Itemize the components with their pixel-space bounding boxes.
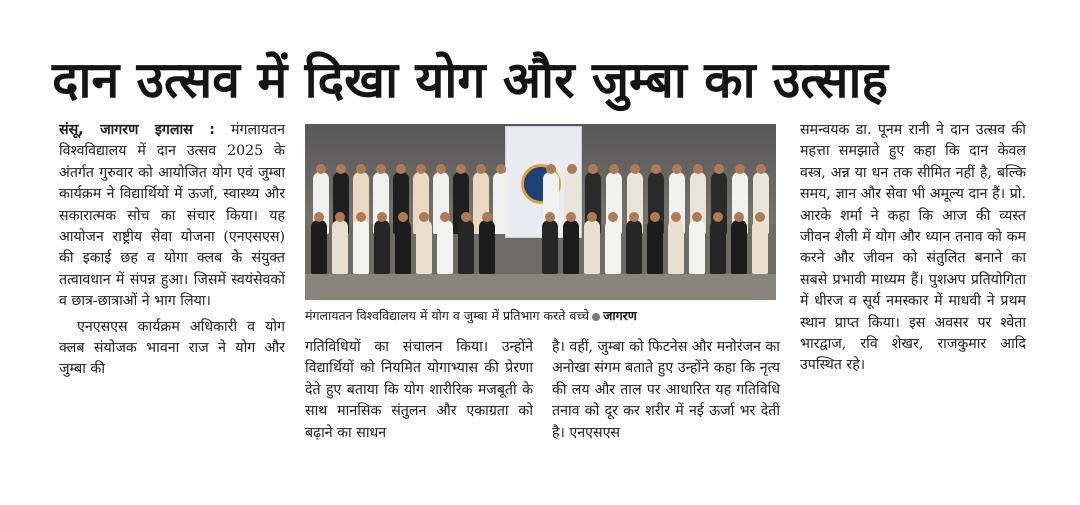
article-column-2	[305, 337, 533, 448]
participant-head	[713, 212, 723, 222]
dateline: संसू, जागरण इगलास :	[59, 122, 215, 138]
participant-head	[461, 212, 471, 222]
participant-head	[735, 164, 745, 174]
participant-head	[629, 212, 639, 222]
participant-head	[419, 212, 429, 222]
participant-figure	[647, 220, 663, 274]
participant-head	[476, 164, 486, 174]
participant-figure	[668, 220, 684, 274]
caption-text: मंगलायतन विश्वविद्यालय में योग व जुम्बा में प्रतिभाग करते बच्चे	[305, 308, 590, 323]
article-column-3	[552, 337, 780, 448]
participant-figure	[584, 220, 600, 274]
participant-figure	[479, 220, 495, 274]
participant-head	[588, 164, 598, 174]
paragraph	[59, 120, 285, 313]
participant-head	[546, 164, 556, 174]
photo-caption	[305, 306, 779, 326]
participant-figure	[626, 220, 642, 274]
paragraph: गतिविधियों का संचालन किया। उन्होंने विद्यार्थियों को नियमित योगाभ्यास की प्रेरणा देते हुए बताया कि योग शारीरिक मजबूती के साथ मानसिक संतुलन और एकाग्रता को बढ़ाने का साधन	[305, 339, 533, 441]
participant-head	[377, 212, 387, 222]
paragraph: एनएसएस कार्यक्रम अधिकारी व योग क्लब संयोजक भावना राज ने योग और जुम्बा की	[59, 318, 285, 378]
participant-head	[482, 212, 492, 222]
participant-head	[416, 164, 426, 174]
participant-head	[456, 164, 466, 174]
participant-head	[566, 212, 576, 222]
participant-head	[651, 164, 661, 174]
participant-head	[608, 212, 618, 222]
participant-head	[335, 212, 345, 222]
participant-figure	[311, 220, 327, 274]
article-column-1	[59, 120, 285, 385]
participant-head	[376, 164, 386, 174]
participant-head	[650, 212, 660, 222]
participant-figure	[416, 220, 432, 274]
participant-figure	[752, 220, 768, 274]
participant-head	[398, 212, 408, 222]
participant-figure	[689, 220, 705, 274]
news-photo	[305, 124, 776, 300]
participant-figure	[542, 220, 558, 274]
participant-figure	[395, 220, 411, 274]
participant-figure	[458, 220, 474, 274]
participant-figure	[605, 220, 621, 274]
headline: दान उत्सव में दिखा योग और जुम्बा का उत्साह	[52, 51, 888, 109]
participant-head	[545, 212, 555, 222]
participant-head	[436, 164, 446, 174]
participant-head	[314, 212, 324, 222]
participant-head	[734, 212, 744, 222]
participant-figure	[374, 220, 390, 274]
participant-head	[496, 164, 506, 174]
participant-head	[671, 212, 681, 222]
participant-head	[567, 164, 577, 174]
participant-head	[756, 164, 766, 174]
participant-head	[672, 164, 682, 174]
photo-floor	[305, 274, 776, 300]
participant-head	[440, 212, 450, 222]
participant-figure	[493, 172, 509, 234]
participant-head	[755, 212, 765, 222]
participant-head	[609, 164, 619, 174]
participant-head	[336, 164, 346, 174]
participant-figure	[437, 220, 453, 274]
participant-head	[396, 164, 406, 174]
credit-dot-icon	[592, 313, 600, 321]
participant-figure	[710, 220, 726, 274]
participant-head	[692, 212, 702, 222]
participant-head	[630, 164, 640, 174]
paragraph: समन्वयक डा. पूनम रानी ने दान उत्सव की महत्ता समझाते हुए कहा कि दान केवल वस्त्र, अन्न या धन तक सीमित नहीं है, बल्कि समय, ज्ञान और सेवा भी अमूल्य दान हैं। प्रो. आरके शर्मा ने कहा कि आज की व्यस्त जीवन शैली में योग और ध्यान तनाव को कम करने और जीवन को संतुलित बनाने का सबसे प्रभावी माध्यम हैं। पुशअप प्रतियोगिता में धीरज व सूर्य नमस्कार में माधवी ने प्रथम स्थान प्राप्त किया। इस अवसर पर श्वेता भारद्वाज, रवि शेखर, राजकुमार आदि उपस्थित रहे।	[800, 122, 1026, 374]
article-column-4	[800, 120, 1026, 381]
paragraph-text: मंगलायतन विश्वविद्यालय में दान उत्सव 2025 के अंतर्गत गुरुवार को आयोजित योग एवं जुम्बा कार्यक्रम ने विद्यार्थियों में ऊर्जा, स्वास्थ्य और सकारात्मक सोच का संचार किया। यह आयोजन राष्ट्रीय सेवा योजना (एनएसएस) की इकाई छह व योगा क्लब के संयुक्त तत्वावधान में संपन्न हुआ। जिसमें स्वयंसेवकों व छात्र-छात्राओं ने भाग लिया।	[59, 122, 285, 310]
participant-head	[356, 164, 366, 174]
participant-figure	[563, 220, 579, 274]
paragraph: है। वहीं, जुम्बा को फिटनेस और मनोरंजन का अनोखा संगम बताते हुए उन्होंने कहा कि नृत्य की लय और ताल पर आधारित यह गतिविधि तनाव को दूर कर शरीर में नई ऊर्जा भर देती है। एनएसएस	[552, 339, 780, 441]
participant-head	[356, 212, 366, 222]
participant-figure	[731, 220, 747, 274]
participant-head	[693, 164, 703, 174]
photo-credit: जागरण	[603, 308, 637, 323]
participant-head	[714, 164, 724, 174]
participant-figure	[353, 220, 369, 274]
participant-figure	[332, 220, 348, 274]
participant-head	[316, 164, 326, 174]
participant-head	[587, 212, 597, 222]
